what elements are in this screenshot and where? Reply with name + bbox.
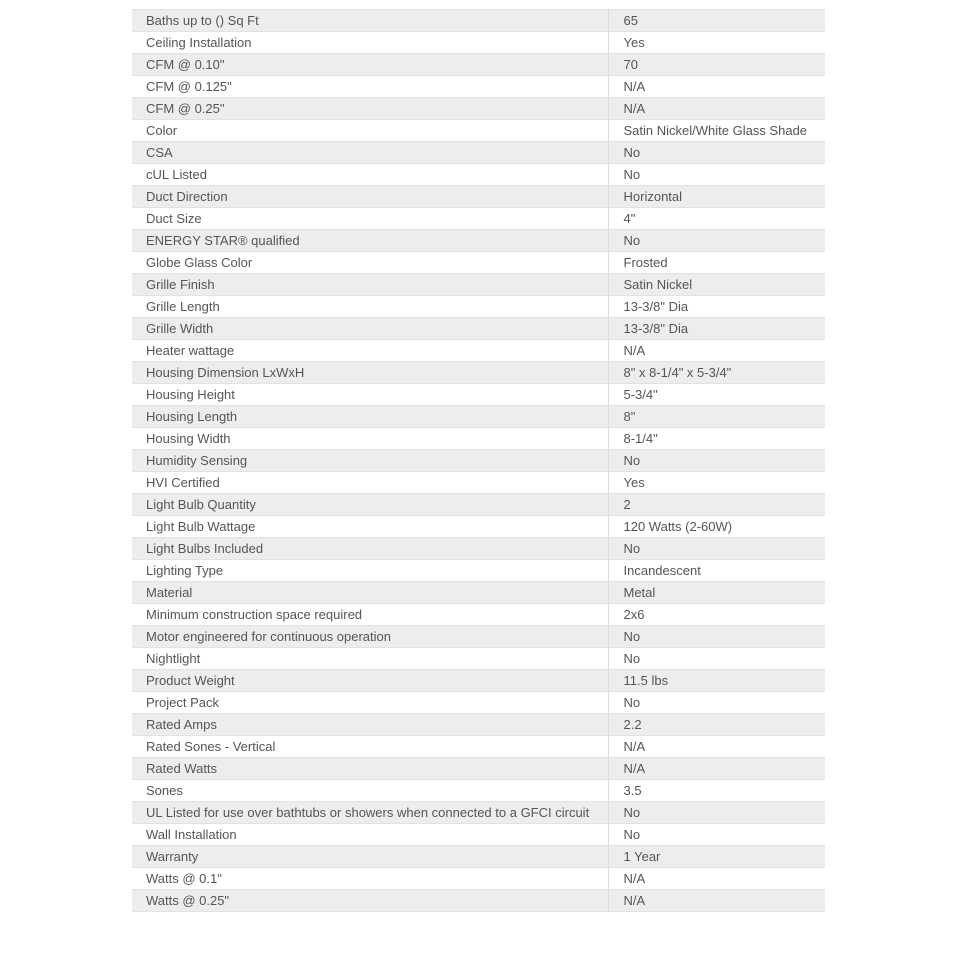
spec-value: 13-3/8" Dia bbox=[608, 318, 825, 340]
spec-row bbox=[132, 780, 825, 802]
spec-label: Motor engineered for continuous operation bbox=[132, 626, 608, 648]
spec-row bbox=[132, 494, 825, 516]
spec-row bbox=[132, 120, 825, 142]
spec-value: Metal bbox=[608, 582, 825, 604]
spec-row bbox=[132, 670, 825, 692]
spec-label: Warranty bbox=[132, 846, 608, 868]
spec-label: HVI Certified bbox=[132, 472, 608, 494]
spec-row bbox=[132, 318, 825, 340]
spec-value: Yes bbox=[608, 472, 825, 494]
spec-label: Sones bbox=[132, 780, 608, 802]
spec-row bbox=[132, 76, 825, 98]
spec-value: 2x6 bbox=[608, 604, 825, 626]
spec-label: Housing Dimension LxWxH bbox=[132, 362, 608, 384]
spec-value: No bbox=[608, 450, 825, 472]
spec-value: No bbox=[608, 538, 825, 560]
spec-value: No bbox=[608, 692, 825, 714]
spec-row bbox=[132, 340, 825, 362]
spec-row bbox=[132, 604, 825, 626]
spec-label: Duct Direction bbox=[132, 186, 608, 208]
spec-row bbox=[132, 450, 825, 472]
spec-row bbox=[132, 824, 825, 846]
spec-row bbox=[132, 736, 825, 758]
spec-label: Housing Width bbox=[132, 428, 608, 450]
spec-row bbox=[132, 626, 825, 648]
spec-row bbox=[132, 516, 825, 538]
spec-label: Grille Finish bbox=[132, 274, 608, 296]
spec-label: Globe Glass Color bbox=[132, 252, 608, 274]
spec-value: 2.2 bbox=[608, 714, 825, 736]
spec-value: 3.5 bbox=[608, 780, 825, 802]
spec-row bbox=[132, 406, 825, 428]
spec-value: 2 bbox=[608, 494, 825, 516]
spec-row bbox=[132, 362, 825, 384]
spec-label: ENERGY STAR® qualified bbox=[132, 230, 608, 252]
spec-value: 4" bbox=[608, 208, 825, 230]
spec-value: 65 bbox=[608, 10, 825, 32]
spec-label: Wall Installation bbox=[132, 824, 608, 846]
spec-label: CFM @ 0.25" bbox=[132, 98, 608, 120]
spec-value: 70 bbox=[608, 54, 825, 76]
spec-row bbox=[132, 582, 825, 604]
spec-label: Grille Width bbox=[132, 318, 608, 340]
spec-row bbox=[132, 890, 825, 912]
spec-label: CSA bbox=[132, 142, 608, 164]
spec-row bbox=[132, 208, 825, 230]
spec-value: Satin Nickel/White Glass Shade bbox=[608, 120, 825, 142]
spec-value: No bbox=[608, 626, 825, 648]
specifications-table bbox=[132, 9, 825, 912]
spec-row bbox=[132, 164, 825, 186]
spec-label: Light Bulb Wattage bbox=[132, 516, 608, 538]
spec-row bbox=[132, 98, 825, 120]
spec-label: cUL Listed bbox=[132, 164, 608, 186]
spec-row bbox=[132, 692, 825, 714]
spec-label: Material bbox=[132, 582, 608, 604]
spec-value: 8-1/4" bbox=[608, 428, 825, 450]
spec-row bbox=[132, 802, 825, 824]
spec-value: 8" bbox=[608, 406, 825, 428]
spec-label: Nightlight bbox=[132, 648, 608, 670]
spec-value: N/A bbox=[608, 868, 825, 890]
spec-row bbox=[132, 186, 825, 208]
spec-row bbox=[132, 538, 825, 560]
spec-row bbox=[132, 384, 825, 406]
spec-label: CFM @ 0.125" bbox=[132, 76, 608, 98]
spec-value: N/A bbox=[608, 76, 825, 98]
spec-label: Rated Watts bbox=[132, 758, 608, 780]
spec-label: Rated Amps bbox=[132, 714, 608, 736]
spec-label: Project Pack bbox=[132, 692, 608, 714]
spec-label: Lighting Type bbox=[132, 560, 608, 582]
spec-row bbox=[132, 142, 825, 164]
spec-label: Rated Sones - Vertical bbox=[132, 736, 608, 758]
spec-value: No bbox=[608, 824, 825, 846]
spec-value: N/A bbox=[608, 758, 825, 780]
spec-label: Housing Length bbox=[132, 406, 608, 428]
spec-value: Yes bbox=[608, 32, 825, 54]
spec-value: Satin Nickel bbox=[608, 274, 825, 296]
spec-label: Baths up to () Sq Ft bbox=[132, 10, 608, 32]
spec-value: No bbox=[608, 164, 825, 186]
spec-value: 11.5 lbs bbox=[608, 670, 825, 692]
spec-row bbox=[132, 252, 825, 274]
spec-label: Light Bulb Quantity bbox=[132, 494, 608, 516]
spec-value: 8" x 8-1/4" x 5-3/4" bbox=[608, 362, 825, 384]
spec-label: Product Weight bbox=[132, 670, 608, 692]
spec-label: Color bbox=[132, 120, 608, 142]
specifications-table-body bbox=[132, 10, 825, 912]
spec-value: 120 Watts (2-60W) bbox=[608, 516, 825, 538]
spec-row bbox=[132, 296, 825, 318]
spec-value: No bbox=[608, 802, 825, 824]
spec-value: No bbox=[608, 230, 825, 252]
spec-label: Ceiling Installation bbox=[132, 32, 608, 54]
spec-value: N/A bbox=[608, 98, 825, 120]
spec-label: Watts @ 0.1" bbox=[132, 868, 608, 890]
spec-row bbox=[132, 32, 825, 54]
spec-row bbox=[132, 274, 825, 296]
spec-value: N/A bbox=[608, 890, 825, 912]
spec-value: Incandescent bbox=[608, 560, 825, 582]
spec-row bbox=[132, 846, 825, 868]
spec-row bbox=[132, 54, 825, 76]
spec-label: CFM @ 0.10" bbox=[132, 54, 608, 76]
spec-row bbox=[132, 714, 825, 736]
spec-label: Heater wattage bbox=[132, 340, 608, 362]
spec-label: Humidity Sensing bbox=[132, 450, 608, 472]
spec-row bbox=[132, 758, 825, 780]
spec-label: Watts @ 0.25" bbox=[132, 890, 608, 912]
spec-label: Light Bulbs Included bbox=[132, 538, 608, 560]
spec-value: Horizontal bbox=[608, 186, 825, 208]
spec-label: Minimum construction space required bbox=[132, 604, 608, 626]
spec-label: UL Listed for use over bathtubs or showers when connected to a GFCI circuit bbox=[132, 802, 608, 824]
spec-row bbox=[132, 560, 825, 582]
spec-value: 5-3/4" bbox=[608, 384, 825, 406]
spec-value: 1 Year bbox=[608, 846, 825, 868]
spec-value: No bbox=[608, 648, 825, 670]
spec-value: Frosted bbox=[608, 252, 825, 274]
spec-row bbox=[132, 230, 825, 252]
spec-row bbox=[132, 472, 825, 494]
spec-value: N/A bbox=[608, 340, 825, 362]
spec-label: Grille Length bbox=[132, 296, 608, 318]
spec-value: N/A bbox=[608, 736, 825, 758]
spec-value: 13-3/8" Dia bbox=[608, 296, 825, 318]
spec-value: No bbox=[608, 142, 825, 164]
spec-row bbox=[132, 648, 825, 670]
spec-label: Housing Height bbox=[132, 384, 608, 406]
spec-row bbox=[132, 428, 825, 450]
spec-label: Duct Size bbox=[132, 208, 608, 230]
spec-row bbox=[132, 868, 825, 890]
spec-row bbox=[132, 10, 825, 32]
